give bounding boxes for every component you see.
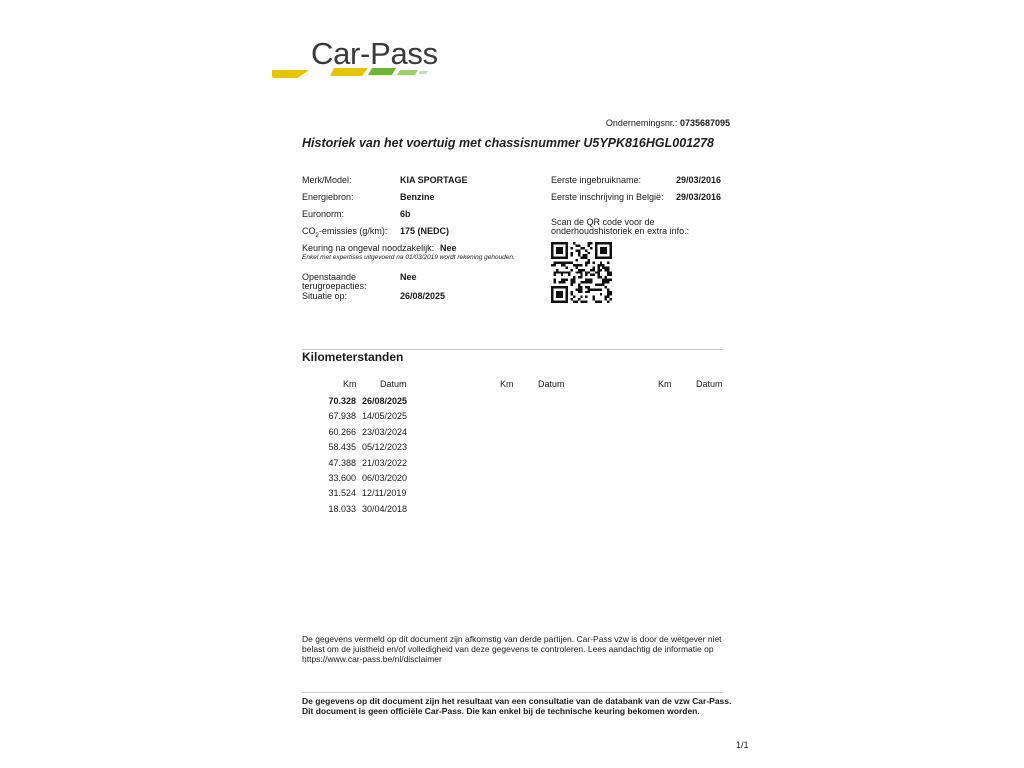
first-reg-value: 29/03/2016 [676,192,722,202]
inspection-label: Keuring na ongeval noodzakelijk: [302,243,435,253]
company-number-value: 0735687095 [679,118,730,128]
company-number [560,118,730,128]
qr-code-icon[interactable] [551,242,612,303]
mileage-date: 14/05/2025 [362,411,408,422]
status-date: 26/08/2025 [400,291,446,301]
col-date-3: Datum [696,379,723,389]
qr-text-2: onderhoudshistoriek en extra info.: [551,226,690,236]
mileage-date: 06/03/2020 [362,473,408,483]
mileage-date: 30/04/2018 [362,503,408,514]
mileage-km: 33.600 [328,473,356,483]
co2-value: 175 (NEDC) [400,226,450,236]
first-reg-label: Eerste inschrijving in België: [551,192,664,202]
recalls-value: Nee [400,272,417,282]
mileage-date: 05/12/2023 [362,442,408,453]
fuel-value: Benzine [400,192,435,202]
disclaimer-official: De gegevens op dit document zijn het resultaat van een consultatie van de databank van de vzw Car-Pass. Dit document is geen officiële Car-Pass. Die kan enkel bij de technische keuring bekomen worden. [302,696,732,716]
qr-text-1: Scan de QR code voor de [551,217,655,227]
col-km-3: Km [658,379,672,389]
first-use-label: Eerste ingebruikname: [551,175,642,185]
footer-divider [302,692,723,693]
fuel-label: Energiebron: [302,192,354,202]
mileage-date: 26/08/2025 [362,396,408,406]
co2-label-pre: CO [302,226,316,236]
section-divider [302,349,723,350]
mileage-km: 67.938 [328,411,356,422]
recalls-label-2: terugroepacties: [302,281,367,291]
col-date-2: Datum [538,379,565,389]
co2-label-sub: 2 [315,232,319,239]
section-title-mileage: Kilometerstanden [302,350,404,364]
mileage-km: 47.388 [328,457,356,468]
mileage-km: 18.033 [328,503,356,514]
mileage-date: 12/11/2019 [362,488,407,499]
make-model-value: KIA SPORTAGE [400,175,468,185]
mileage-km: 31.524 [328,488,356,499]
status-label: Situatie op: [302,291,348,301]
mileage-km: 58.435 [328,442,356,453]
euronorm-label: Euronorm: [302,209,345,219]
company-number-label: Ondernemingsnr.: [605,118,678,128]
disclaimer-third-party: De gegevens vermeld op dit document zijn afkomstig van derde partijen. Car-Pass vzw is door de wetgever niet belast om de juistheid en/of volledigheid van deze gegevens te controleren. Lees aandachtig de informatie op https://www.car-pass.be/nl/disclaimer [302,634,722,664]
mileage-date: 23/03/2024 [362,426,408,437]
mileage-km: 70.328 [328,396,356,406]
co2-label-post: -emissies (g/km): [318,226,388,236]
first-use-value: 29/03/2016 [676,175,722,185]
page-title: Historiek van het voertuig met chassisnummer U5YPK816HGL001278 [302,136,714,150]
mileage-km: 60.266 [328,426,356,437]
recalls-label-1: Openstaande [302,272,357,282]
col-date-1: Datum [380,379,407,389]
inspection-value: Nee [440,243,457,253]
co2-label [302,226,387,239]
col-km-1: Km [343,379,357,389]
col-km-2: Km [500,379,514,389]
mileage-date: 21/03/2022 [362,457,408,468]
page-number: 1/1 [736,740,749,750]
inspection-note: Enkel met expertises uitgevoerd na 01/03/2019 wordt rekening gehouden. [302,254,515,261]
euronorm-value: 6b [400,209,411,219]
make-model-label: Merk/Model: [302,175,352,185]
logo-text: Car-Pass [311,36,438,71]
